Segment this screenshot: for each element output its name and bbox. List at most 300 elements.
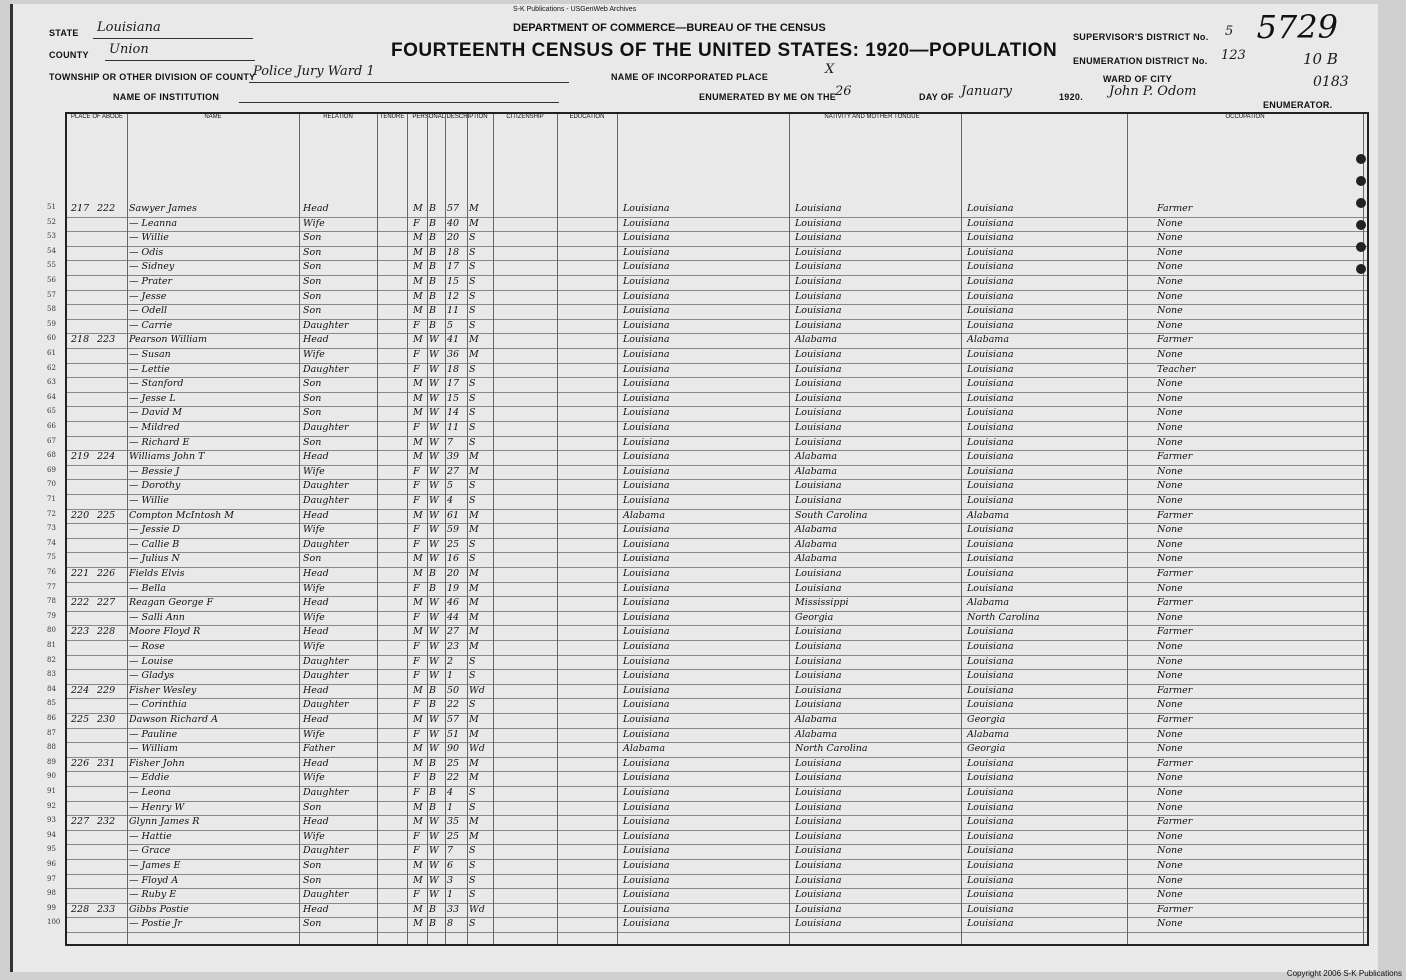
table-row xyxy=(47,874,1367,890)
cell-occ: Farmer xyxy=(1157,451,1193,463)
cell-ms: M xyxy=(469,509,479,521)
cell-age: 36 xyxy=(447,349,460,360)
cell-fpob: Alabama xyxy=(795,524,837,536)
cell-sex: F xyxy=(413,772,420,784)
col-personal-description: PERSONAL DESCRIPTION xyxy=(407,114,494,186)
cell-occ: None xyxy=(1157,874,1183,886)
institution-label: NAME OF INSTITUTION xyxy=(113,92,220,102)
cell-race: W xyxy=(429,874,439,886)
cell-fpob: Louisiana xyxy=(795,568,842,579)
cell-rel: Son xyxy=(303,232,322,244)
cell-fpob: Louisiana xyxy=(795,860,842,871)
cell-pob: Louisiana xyxy=(623,553,670,565)
cell-mpob: Louisiana xyxy=(967,392,1014,404)
cell-n: 74 xyxy=(47,538,56,547)
cell-pob: Louisiana xyxy=(623,699,670,711)
cell-pob: Louisiana xyxy=(623,261,670,273)
cell-dw: 228 xyxy=(71,903,90,915)
cell-occ: None xyxy=(1157,611,1183,623)
cell-age: 16 xyxy=(447,553,460,565)
grid-line xyxy=(467,114,468,944)
binder-hole xyxy=(1356,242,1366,252)
table-row xyxy=(47,421,1367,437)
cell-n: 81 xyxy=(47,641,56,649)
cell-sex: M xyxy=(413,860,423,871)
cell-sex: M xyxy=(413,203,423,214)
cell-fpob: Louisiana xyxy=(795,349,842,360)
cell-sex: M xyxy=(413,597,423,609)
table-row xyxy=(47,888,1367,904)
cell-mpob: Louisiana xyxy=(967,830,1014,842)
table-row xyxy=(47,655,1367,671)
cell-sex: F xyxy=(413,728,420,740)
incorporated-label: NAME OF INCORPORATED PLACE xyxy=(611,72,769,82)
cell-mpob: Louisiana xyxy=(967,816,1014,828)
cell-n: 97 xyxy=(47,874,56,883)
cell-ms: S xyxy=(469,363,476,375)
cell-fpob: Louisiana xyxy=(795,495,842,506)
cell-ms: S xyxy=(469,480,476,492)
cell-mpob: Louisiana xyxy=(967,641,1014,652)
grid-line xyxy=(445,114,446,944)
cell-fpob: Louisiana xyxy=(795,246,842,258)
cell-name: — Willie xyxy=(129,232,169,244)
cell-race: W xyxy=(429,495,439,506)
cell-sex: F xyxy=(413,363,420,375)
cell-name: — Prater xyxy=(129,276,173,287)
enumerated-month: January xyxy=(961,84,1013,99)
cell-race: W xyxy=(429,889,439,901)
cell-n: 78 xyxy=(47,597,56,606)
table-row xyxy=(47,771,1367,787)
cell-fpob: Louisiana xyxy=(795,874,842,886)
cell-sex: M xyxy=(413,874,423,886)
cell-race: B xyxy=(429,684,436,696)
cell-n: 100 xyxy=(47,918,61,927)
cell-fpob: Alabama xyxy=(795,538,837,550)
cell-age: 15 xyxy=(447,276,460,287)
cell-n: 98 xyxy=(47,889,56,898)
cell-sex: M xyxy=(413,246,423,258)
table-row xyxy=(47,786,1367,802)
department-heading: DEPARTMENT OF COMMERCE—BUREAU OF THE CENSUS xyxy=(513,22,826,34)
cell-mpob: Louisiana xyxy=(967,451,1014,463)
cell-age: 3 xyxy=(447,874,454,886)
cell-sex: M xyxy=(413,757,423,769)
cell-ms: S xyxy=(469,319,476,331)
cell-race: W xyxy=(429,626,439,638)
cell-race: B xyxy=(429,290,436,302)
cell-sex: M xyxy=(413,451,423,463)
cell-mpob: Louisiana xyxy=(967,246,1014,258)
cell-fpob: Alabama xyxy=(795,451,837,463)
cell-sex: F xyxy=(413,538,420,550)
cell-rel: Son xyxy=(303,305,322,317)
cell-name: — Postie Jr xyxy=(129,918,182,930)
cell-age: 11 xyxy=(447,422,460,433)
cell-mpob: Louisiana xyxy=(967,422,1014,433)
cell-fpob: Alabama xyxy=(795,714,837,725)
cell-sex: F xyxy=(413,495,420,506)
cell-occ: Farmer xyxy=(1157,684,1193,696)
table-row xyxy=(47,465,1367,481)
cell-sex: M xyxy=(413,816,423,828)
year-label: 1920. xyxy=(1059,92,1084,102)
cell-race: B xyxy=(429,305,436,317)
cell-mpob: Louisiana xyxy=(967,349,1014,360)
cell-ms: M xyxy=(469,349,479,360)
cell-rel: Son xyxy=(303,290,322,302)
cell-race: W xyxy=(429,422,439,433)
cell-sex: F xyxy=(413,787,420,798)
cell-pob: Louisiana xyxy=(623,232,670,244)
cell-mpob: Louisiana xyxy=(967,203,1014,214)
cell-age: 4 xyxy=(447,787,454,798)
cell-sex: M xyxy=(413,378,423,390)
cell-fpob: Louisiana xyxy=(795,889,842,901)
cell-ms: S xyxy=(469,670,476,682)
cell-rel: Wife xyxy=(303,217,325,229)
table-row xyxy=(47,246,1367,262)
cell-race: W xyxy=(429,509,439,521)
cell-age: 27 xyxy=(447,465,460,477)
cell-mpob: Louisiana xyxy=(967,903,1014,915)
col-occupation: OCCUPATION xyxy=(1127,114,1364,186)
cell-fpob: North Carolina xyxy=(795,743,868,755)
cell-age: 2 xyxy=(447,655,454,667)
cell-mpob: Louisiana xyxy=(967,801,1014,813)
cell-n: 70 xyxy=(47,480,56,489)
table-row xyxy=(47,640,1367,656)
cell-race: W xyxy=(429,714,439,725)
cell-rel: Head xyxy=(303,597,329,609)
cell-n: 95 xyxy=(47,845,56,854)
county-value: Union xyxy=(109,42,149,57)
cell-age: 1 xyxy=(447,670,454,682)
cell-sex: M xyxy=(413,568,423,579)
table-row xyxy=(47,538,1367,554)
cell-rel: Wife xyxy=(303,349,325,360)
cell-age: 50 xyxy=(447,684,460,696)
cell-race: W xyxy=(429,670,439,682)
cell-mpob: Louisiana xyxy=(967,670,1014,682)
cell-fpob: Louisiana xyxy=(795,305,842,317)
cell-rel: Daughter xyxy=(303,889,349,901)
cell-sex: F xyxy=(413,830,420,842)
cell-occ: Farmer xyxy=(1157,597,1193,609)
cell-dw: 218 xyxy=(71,334,90,346)
cell-rel: Head xyxy=(303,684,329,696)
cell-fam: 222 xyxy=(97,203,116,214)
cell-ms: M xyxy=(469,611,479,623)
cell-pob: Louisiana xyxy=(623,334,670,346)
cell-mpob: Louisiana xyxy=(967,363,1014,375)
table-row xyxy=(47,523,1367,539)
cell-n: 69 xyxy=(47,465,56,474)
cell-sex: M xyxy=(413,334,423,346)
cell-race: W xyxy=(429,743,439,755)
cell-occ: None xyxy=(1157,801,1183,813)
cell-occ: None xyxy=(1157,422,1183,433)
cell-race: W xyxy=(429,349,439,360)
cell-fam: 232 xyxy=(97,816,116,828)
cell-n: 94 xyxy=(47,830,56,839)
cell-mpob: North Carolina xyxy=(967,611,1040,623)
cell-race: B xyxy=(429,232,436,244)
cell-ms: M xyxy=(469,714,479,725)
cell-n: 51 xyxy=(47,203,56,211)
cell-name: Pearson William xyxy=(129,334,207,346)
cell-name: — Salli Ann xyxy=(129,611,185,623)
cell-occ: None xyxy=(1157,217,1183,229)
cell-occ: None xyxy=(1157,319,1183,331)
cell-sex: M xyxy=(413,436,423,448)
cell-occ: None xyxy=(1157,918,1183,930)
cell-pob: Louisiana xyxy=(623,422,670,433)
cell-race: B xyxy=(429,217,436,229)
table-row xyxy=(47,669,1367,685)
table-row xyxy=(47,757,1367,773)
cell-race: W xyxy=(429,407,439,419)
cell-name: — Susan xyxy=(129,349,171,360)
cell-occ: None xyxy=(1157,290,1183,302)
cell-rel: Daughter xyxy=(303,319,349,331)
cell-ms: M xyxy=(469,582,479,594)
cell-rel: Head xyxy=(303,757,329,769)
cell-mpob: Louisiana xyxy=(967,772,1014,784)
cell-age: 4 xyxy=(447,495,454,506)
cell-sex: M xyxy=(413,918,423,930)
cell-age: 59 xyxy=(447,524,460,536)
cell-n: 72 xyxy=(47,509,56,518)
cell-race: W xyxy=(429,538,439,550)
col-relation: RELATION xyxy=(299,114,378,186)
cell-mpob: Louisiana xyxy=(967,319,1014,331)
table-row xyxy=(47,728,1367,744)
cell-pob: Louisiana xyxy=(623,641,670,652)
cell-rel: Head xyxy=(303,816,329,828)
cell-pob: Louisiana xyxy=(623,845,670,857)
cell-occ: Farmer xyxy=(1157,816,1193,828)
cell-occ: Farmer xyxy=(1157,903,1193,915)
cell-mpob: Louisiana xyxy=(967,787,1014,798)
table-row xyxy=(47,625,1367,641)
cell-n: 87 xyxy=(47,728,56,737)
cell-pob: Louisiana xyxy=(623,670,670,682)
cell-fpob: Louisiana xyxy=(795,918,842,930)
cell-rel: Head xyxy=(303,714,329,725)
cell-rel: Daughter xyxy=(303,670,349,682)
cell-mpob: Louisiana xyxy=(967,626,1014,638)
cell-race: B xyxy=(429,319,436,331)
cell-ms: S xyxy=(469,889,476,901)
cell-ms: Wd xyxy=(469,684,485,696)
state-line xyxy=(93,38,253,39)
copyright-notice: Copyright 2006 S-K Publications xyxy=(1286,969,1402,978)
cell-fpob: Alabama xyxy=(795,728,837,740)
township-line xyxy=(249,82,569,83)
cell-occ: None xyxy=(1157,860,1183,871)
cell-name: — Pauline xyxy=(129,728,178,740)
cell-occ: None xyxy=(1157,553,1183,565)
cell-dw: 219 xyxy=(71,451,90,463)
cell-name: Fisher Wesley xyxy=(129,684,197,696)
cell-mpob: Louisiana xyxy=(967,889,1014,901)
cell-n: 58 xyxy=(47,305,56,314)
cell-n: 66 xyxy=(47,422,56,430)
cell-sex: F xyxy=(413,699,420,711)
table-row xyxy=(47,202,1367,218)
incorporated-value: X xyxy=(825,62,835,77)
cell-pob: Louisiana xyxy=(623,626,670,638)
grid-line xyxy=(961,114,962,944)
cell-age: 33 xyxy=(447,903,460,915)
grid-line xyxy=(493,114,494,944)
state-label: STATE xyxy=(49,28,79,38)
cell-sex: F xyxy=(413,889,420,901)
table-row xyxy=(47,582,1367,598)
cell-ms: M xyxy=(469,830,479,842)
table-row xyxy=(47,903,1367,919)
cell-ms: S xyxy=(469,801,476,813)
cell-mpob: Louisiana xyxy=(967,305,1014,317)
table-row xyxy=(47,348,1367,364)
cell-age: 14 xyxy=(447,407,460,419)
cell-n: 88 xyxy=(47,743,56,752)
cell-pob: Louisiana xyxy=(623,524,670,536)
table-row xyxy=(47,275,1367,291)
cell-age: 1 xyxy=(447,801,454,813)
cell-occ: None xyxy=(1157,436,1183,448)
cell-occ: Farmer xyxy=(1157,334,1193,346)
cell-ms: M xyxy=(469,465,479,477)
cell-name: — Jesse xyxy=(129,290,167,302)
cell-sex: M xyxy=(413,714,423,725)
cell-pob: Louisiana xyxy=(623,246,670,258)
cell-pob: Louisiana xyxy=(623,611,670,623)
cell-n: 91 xyxy=(47,787,56,795)
cell-fpob: Louisiana xyxy=(795,261,842,273)
cell-fpob: Louisiana xyxy=(795,801,842,813)
cell-sex: M xyxy=(413,903,423,915)
cell-occ: None xyxy=(1157,670,1183,682)
cell-sex: M xyxy=(413,553,423,565)
cell-pob: Louisiana xyxy=(623,903,670,915)
cell-n: 75 xyxy=(47,553,56,562)
cell-occ: Teacher xyxy=(1157,363,1196,375)
cell-sex: F xyxy=(413,524,420,536)
census-table xyxy=(47,112,1369,946)
cell-sex: F xyxy=(413,582,420,594)
cell-n: 83 xyxy=(47,670,56,679)
cell-name: Sawyer James xyxy=(129,203,197,214)
cell-sex: F xyxy=(413,319,420,331)
cell-sex: F xyxy=(413,480,420,492)
table-row xyxy=(47,801,1367,817)
cell-sex: F xyxy=(413,465,420,477)
cell-occ: None xyxy=(1157,743,1183,755)
col-name: NAME xyxy=(127,114,300,186)
cell-age: 90 xyxy=(447,743,460,755)
cell-age: 19 xyxy=(447,582,460,594)
cell-fam: 225 xyxy=(97,509,116,521)
cell-rel: Son xyxy=(303,553,322,565)
cell-n: 73 xyxy=(47,524,56,533)
table-row xyxy=(47,830,1367,846)
table-row xyxy=(47,290,1367,306)
cell-ms: M xyxy=(469,728,479,740)
cell-ms: S xyxy=(469,699,476,711)
cell-ms: S xyxy=(469,918,476,930)
cell-mpob: Alabama xyxy=(967,509,1009,521)
cell-name: — Mildred xyxy=(129,422,180,433)
cell-pob: Louisiana xyxy=(623,684,670,696)
cell-occ: None xyxy=(1157,845,1183,857)
cell-ms: S xyxy=(469,276,476,287)
cell-dw: 220 xyxy=(71,509,90,521)
cell-sex: M xyxy=(413,261,423,273)
cell-pob: Louisiana xyxy=(623,655,670,667)
cell-rel: Daughter xyxy=(303,655,349,667)
cell-age: 20 xyxy=(447,568,460,579)
cell-name: — Carrie xyxy=(129,319,173,331)
cell-age: 5 xyxy=(447,480,454,492)
cell-fpob: Louisiana xyxy=(795,480,842,492)
enumerated-day: 26 xyxy=(835,84,852,99)
cell-name: — Grace xyxy=(129,845,171,857)
cell-occ: None xyxy=(1157,276,1183,287)
cell-name: Gibbs Postie xyxy=(129,903,189,915)
cell-n: 63 xyxy=(47,378,56,387)
cell-name: — Bessie J xyxy=(129,465,180,477)
table-row xyxy=(47,406,1367,422)
cell-name: Moore Floyd R xyxy=(129,626,201,638)
cell-age: 61 xyxy=(447,509,460,521)
cell-fam: 223 xyxy=(97,334,116,346)
cell-mpob: Alabama xyxy=(967,728,1009,740)
grid-line xyxy=(377,114,378,944)
cell-n: 59 xyxy=(47,319,56,328)
cell-fpob: Louisiana xyxy=(795,363,842,375)
cell-fpob: Georgia xyxy=(795,611,834,623)
cell-race: B xyxy=(429,582,436,594)
cell-occ: None xyxy=(1157,480,1183,492)
cell-sex: F xyxy=(413,845,420,857)
cell-mpob: Louisiana xyxy=(967,436,1014,448)
cell-age: 8 xyxy=(447,918,454,930)
cell-pob: Louisiana xyxy=(623,757,670,769)
cell-race: W xyxy=(429,845,439,857)
cell-sex: M xyxy=(413,305,423,317)
cell-fpob: Louisiana xyxy=(795,655,842,667)
table-row xyxy=(47,698,1367,714)
cell-age: 12 xyxy=(447,290,460,302)
table-row xyxy=(47,304,1367,320)
table-row xyxy=(47,363,1367,379)
cell-fpob: Louisiana xyxy=(795,699,842,711)
cell-name: — Corinthia xyxy=(129,699,187,711)
institution-line xyxy=(239,102,559,103)
col-citizenship: CITIZENSHIP xyxy=(493,114,558,186)
cell-rel: Daughter xyxy=(303,699,349,711)
cell-rel: Wife xyxy=(303,611,325,623)
cell-ms: M xyxy=(469,568,479,579)
cell-race: B xyxy=(429,801,436,813)
cell-name: Fisher John xyxy=(129,757,185,769)
cell-mpob: Louisiana xyxy=(967,232,1014,244)
cell-age: 57 xyxy=(447,714,460,725)
cell-pob: Louisiana xyxy=(623,597,670,609)
